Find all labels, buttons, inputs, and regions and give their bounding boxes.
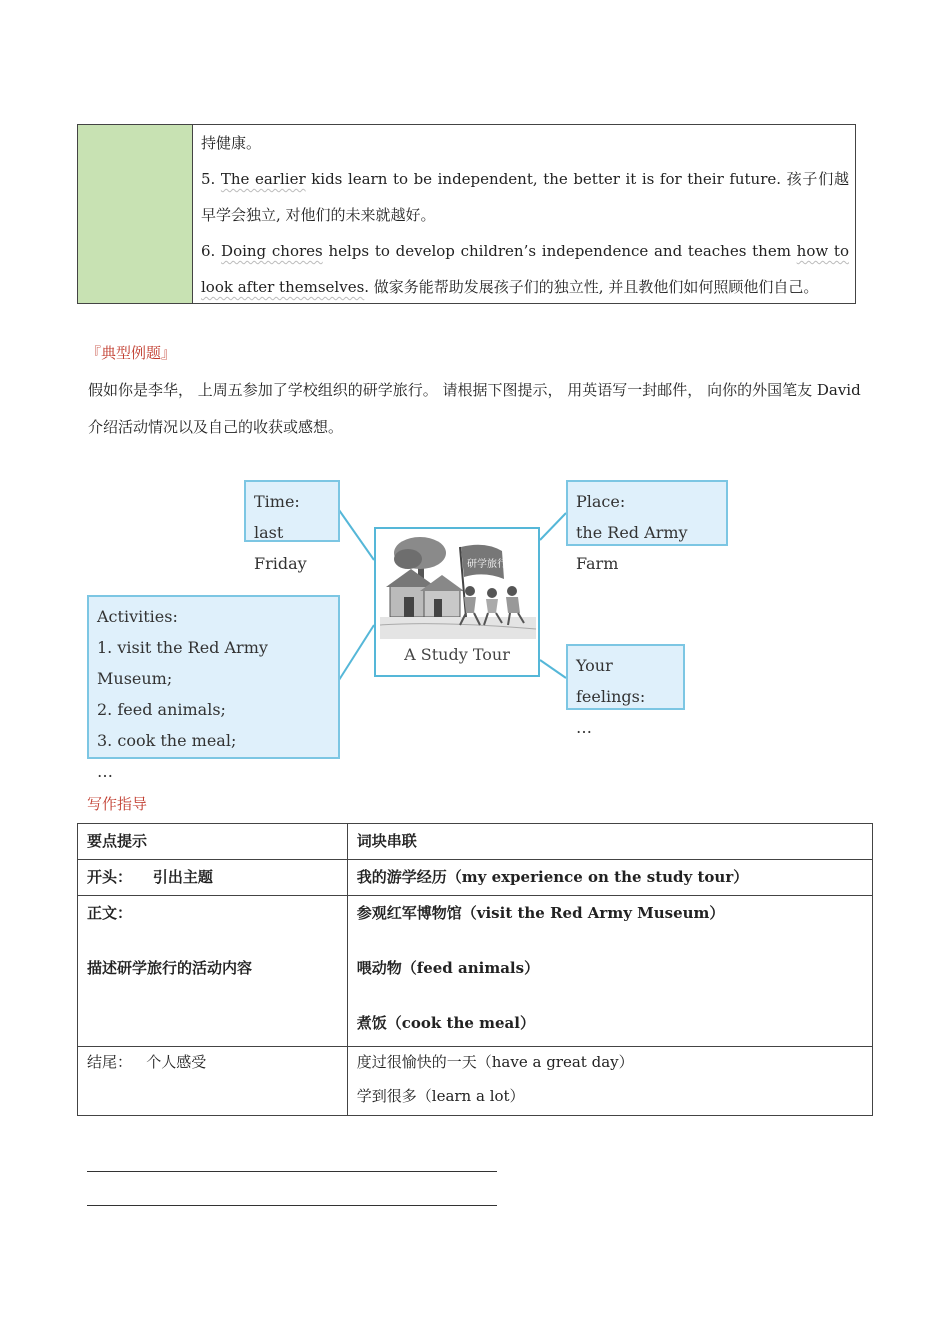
chunk-item: 度过很愉快的一天（have a great day） xyxy=(356,1053,634,1071)
activities-label: Activities: xyxy=(97,607,178,626)
example-title: 『典型例题』 xyxy=(86,344,177,362)
guide-table xyxy=(77,823,873,1116)
sentence-continuation: 持健康。 xyxy=(201,134,262,152)
sentence-6-mid: helps to develop children’s independence and teaches them xyxy=(322,242,797,260)
row-ending-right xyxy=(347,1047,872,1116)
connector-feelings xyxy=(540,660,566,678)
connector-place xyxy=(540,513,566,540)
place-value: the Red Army Farm xyxy=(576,523,688,573)
prompt-text: 假如你是李华， 上周五参加了学校组织的研学旅行。 请根据下图提示， 用英语写一封邮件， 向你的外国笔友 David 介绍活动情况以及自己的收获或感想。 xyxy=(88,381,861,436)
feelings-value: … xyxy=(576,718,592,737)
answer-line xyxy=(87,1171,497,1172)
connector-time xyxy=(339,510,374,560)
guide-title: 写作指导 xyxy=(87,795,148,813)
study-tour-label: A Study Tour xyxy=(404,645,510,664)
activity-item: 3. cook the meal; xyxy=(97,731,237,750)
connector-activities xyxy=(339,625,374,680)
answer-line xyxy=(87,1205,497,1206)
study-tour-box xyxy=(374,527,540,677)
row-body-left xyxy=(78,896,348,1047)
activity-item: 2. feed animals; xyxy=(97,700,226,719)
study-tour-illustration xyxy=(380,533,542,645)
feelings-box xyxy=(566,644,685,737)
time-value: last Friday xyxy=(254,523,307,573)
sentence-5-num: 5. xyxy=(201,170,221,188)
table-row xyxy=(78,824,873,860)
sentence-6-key2: how to look after themselves xyxy=(201,242,849,296)
activity-item: 1. visit the Red Army Museum; xyxy=(97,638,268,688)
sentence-5-key: The earlier xyxy=(220,170,306,188)
time-label: Time: xyxy=(254,492,300,511)
body-desc: 描述研学旅行的活动内容 xyxy=(87,959,253,977)
sentence-6-key1: Doing chores xyxy=(221,242,323,260)
activities-box xyxy=(87,595,340,781)
header-key-points: 要点提示 xyxy=(78,824,348,860)
feelings-label: Your feelings: xyxy=(576,656,646,706)
chunk-item: 煮饭（cook the meal） xyxy=(356,1014,535,1032)
time-box xyxy=(244,480,340,573)
table-row xyxy=(78,860,873,896)
place-box xyxy=(566,480,728,573)
sentence-6-text: . 做家务能帮助发展孩子们的独立性, 并且教他们如何照顾他们自己。 xyxy=(364,278,819,296)
row-opening-right: 我的游学经历（my experience on the study tour） xyxy=(347,860,872,896)
row-ending-left: 结尾： 个人感受 xyxy=(78,1047,348,1116)
row-body-right xyxy=(347,896,872,1047)
table-row xyxy=(78,1047,873,1116)
table-row xyxy=(78,896,873,1047)
header-chunks: 词块串联 xyxy=(347,824,872,860)
row-opening-left: 开头： 引出主题 xyxy=(78,860,348,896)
chunk-item: 喂动物（feed animals） xyxy=(356,959,540,977)
chunk-item: 学到很多（learn a lot） xyxy=(356,1087,525,1105)
flag-text: 研学旅行 xyxy=(467,559,507,570)
chunk-item: 参观红军博物馆（visit the Red Army Museum） xyxy=(356,904,725,922)
sentence-6-num: 6. xyxy=(201,242,222,260)
sentence-5-text: kids learn to be independent, the better it is for their future. 孩子们越早学会独立, 对他们的未来就越好。 xyxy=(201,170,849,224)
body-label: 正文： xyxy=(87,904,133,922)
activity-item: … xyxy=(97,762,113,781)
place-label: Place: xyxy=(576,492,626,511)
